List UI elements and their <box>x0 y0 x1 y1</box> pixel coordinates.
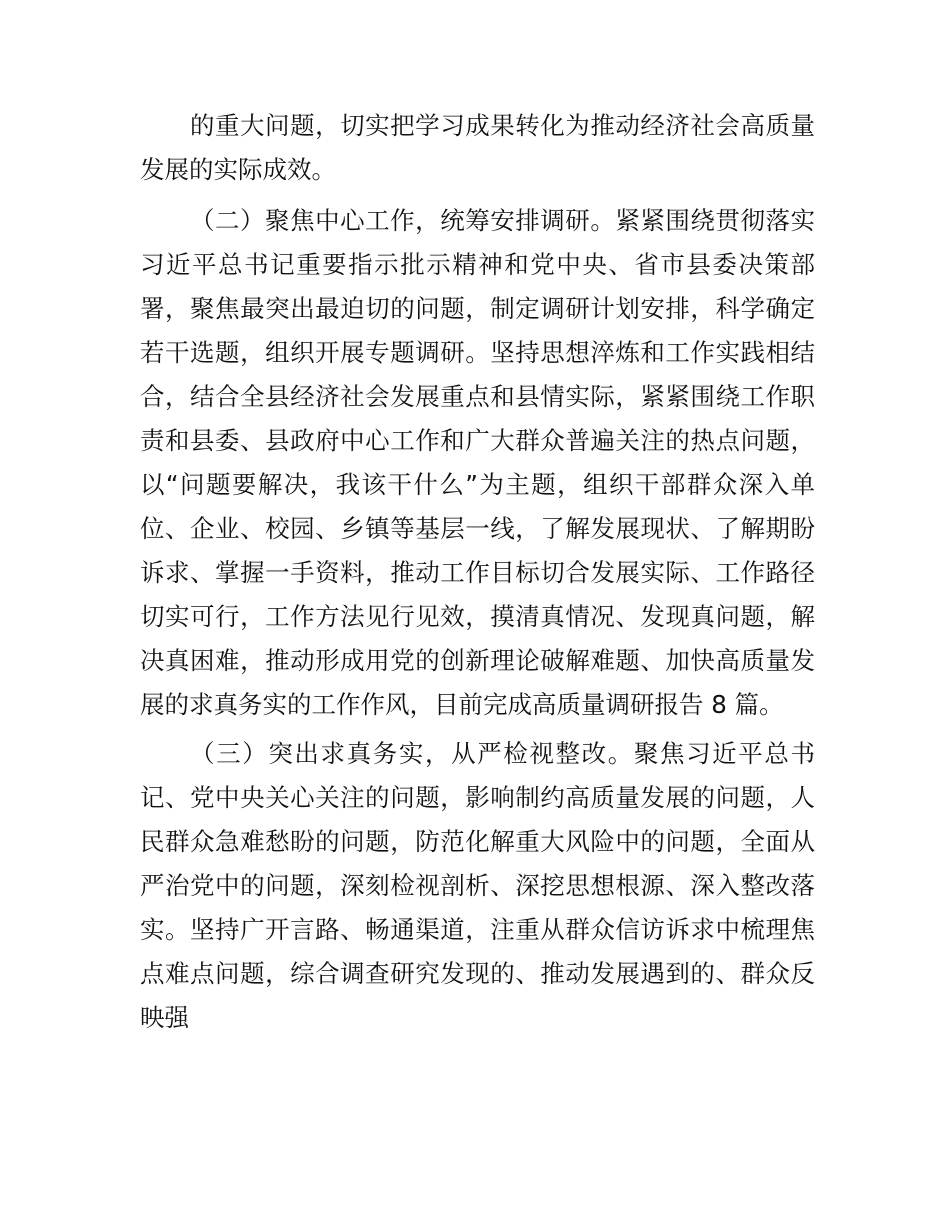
paragraph-line: 以“问题要解决，我该干什么”为主题，组织干部群众深入单 <box>140 470 815 499</box>
paragraph-line: 点难点问题，综合调查研究发现的、推动发展遇到的、群众反 <box>140 959 815 988</box>
paragraph-line: 位、企业、校园、乡镇等基层一线，了解发展现状、了解期盼 <box>140 514 815 543</box>
paragraph-line: 切实可行，工作方法见行见效，摸清真情况、发现真问题，解 <box>140 602 815 631</box>
paragraph-3 <box>140 732 815 1040</box>
paragraph-line: 展的求真务实的工作作风，目前完成高质量调研报告 8 篇。 <box>140 690 784 719</box>
paragraph-line: 严治党中的问题，深刻检视剖析、深挖思想根源、深入整改落 <box>140 871 815 900</box>
paragraph-line: 民群众急难愁盼的问题，防范化解重大风险中的问题，全面从 <box>140 827 815 856</box>
paragraph-line: 映强 <box>140 1003 189 1032</box>
paragraph-line: （二）聚焦中心工作，统筹安排调研。紧紧围绕贯彻落实 <box>190 206 815 235</box>
paragraph-line: （三）突出求真务实，从严检视整改。聚焦习近平总书 <box>190 739 815 768</box>
paragraph-1 <box>140 104 815 192</box>
paragraph-line: 决真困难，推动形成用党的创新理论破解难题、加快高质量发 <box>140 646 815 675</box>
paragraph-line: 责和县委、县政府中心工作和广大群众普遍关注的热点问题， <box>140 426 815 455</box>
paragraph-line: 诉求、掌握一手资料，推动工作目标切合发展实际、工作路径 <box>140 558 815 587</box>
paragraph-line: 的重大问题，切实把学习成果转化为推动经济社会高质量 <box>190 111 815 140</box>
paragraph-2 <box>140 199 815 727</box>
paragraph-line: 发展的实际成效。 <box>140 155 336 184</box>
paragraph-line: 署，聚焦最突出最迫切的问题，制定调研计划安排，科学确定 <box>140 294 815 323</box>
paragraph-line: 实。坚持广开言路、畅通渠道，注重从群众信访诉求中梳理焦 <box>140 915 815 944</box>
paragraph-line: 习近平总书记重要指示批示精神和党中央、省市县委决策部 <box>140 250 815 279</box>
paragraph-line: 合，结合全县经济社会发展重点和县情实际，紧紧围绕工作职 <box>140 382 815 411</box>
paragraph-line: 记、党中央关心关注的问题，影响制约高质量发展的问题，人 <box>140 783 815 812</box>
paragraph-line: 若干选题，组织开展专题调研。坚持思想淬炼和工作实践相结 <box>140 338 815 367</box>
